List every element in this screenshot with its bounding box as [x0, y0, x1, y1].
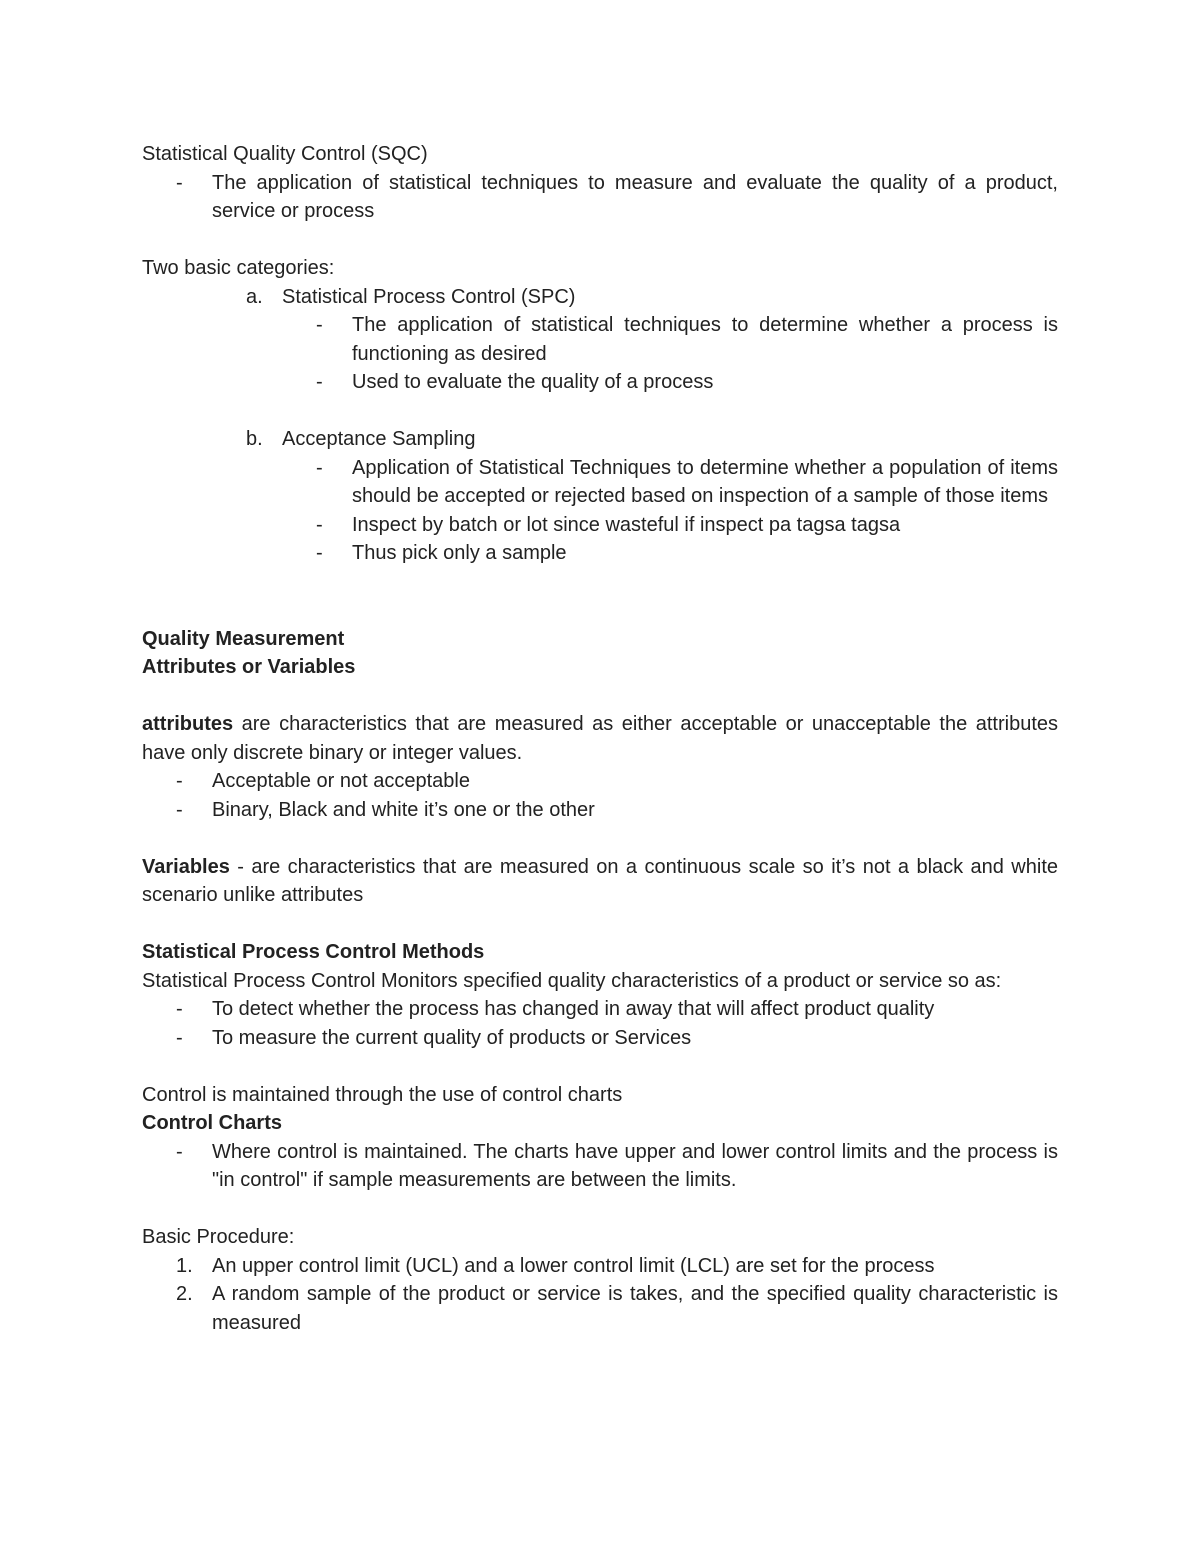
bullet-dash: - — [316, 314, 323, 336]
list-item-text: Binary, Black and white it’s one or the other — [212, 798, 595, 821]
list-item-text: Acceptable or not acceptable — [212, 770, 470, 792]
list-item-text: Thus pick only a sample — [352, 542, 567, 564]
bullet-dash: - — [176, 798, 183, 821]
list-item — [142, 311, 1058, 368]
category-a — [142, 283, 1058, 312]
bullet-dash: - — [176, 1140, 183, 1163]
section-heading: Statistical Process Control Methods — [142, 941, 485, 963]
definition: - are characteristics that are measured on a continuous scale so it’s not a black and white scenario unlike attributes — [142, 855, 1058, 906]
category-title: Acceptance Sampling — [282, 428, 476, 450]
definition: are characteristics that are measured as either acceptable or unacceptable the attributes have only discrete binary or integer values. — [142, 713, 1058, 764]
variables-paragraph — [142, 853, 1058, 910]
list-item-text: Used to evaluate the quality of a process — [352, 371, 714, 393]
list-marker: b. — [246, 428, 263, 450]
category-b — [142, 425, 1058, 454]
list-item — [142, 767, 1058, 796]
document-page — [142, 140, 1058, 1337]
list-item-text: Where control is maintained. The charts have upper and lower control limits and the process is "in control" if sample measurements are between the limits. — [212, 1140, 1058, 1191]
list-item-text: Inspect by batch or lot since wasteful if inspect pa tagsa tagsa — [352, 513, 901, 536]
list-item — [142, 169, 1058, 226]
list-item-text: To detect whether the process has changed in away that will affect product quality — [212, 998, 935, 1020]
list-marker: a. — [246, 285, 263, 308]
bullet-dash: - — [316, 513, 323, 536]
list-marker: 2. — [176, 1283, 193, 1305]
bullet-dash: - — [176, 171, 183, 194]
section-heading: Quality Measurement — [142, 627, 345, 650]
list-item-text: An upper control limit (UCL) and a lower control limit (LCL) are set for the process — [212, 1254, 935, 1277]
category-title: Statistical Process Control (SPC) — [282, 285, 576, 308]
bullet-dash: - — [176, 998, 183, 1020]
list-item — [142, 368, 1058, 397]
list-item — [142, 796, 1058, 825]
list-item — [142, 1024, 1058, 1053]
spc-intro: Statistical Process Control Monitors specified quality characteristics of a product or service so as: — [142, 969, 1002, 992]
list-item — [142, 995, 1058, 1024]
bullet-dash: - — [316, 456, 323, 479]
list-item — [142, 511, 1058, 540]
list-marker: 1. — [176, 1254, 193, 1277]
control-intro: Control is maintained through the use of control charts — [142, 1083, 623, 1106]
bullet-dash: - — [316, 371, 323, 393]
list-item — [142, 539, 1058, 568]
attributes-paragraph — [142, 710, 1058, 767]
numbered-item — [142, 1280, 1058, 1337]
bullet-dash: - — [316, 542, 323, 564]
list-item-text: Application of Statistical Techniques to determine whether a population of items should be accepted or rejected based on inspection of a sample of those items — [352, 456, 1058, 507]
section-subheading: Attributes or Variables — [142, 656, 356, 678]
bullet-dash: - — [176, 1026, 183, 1049]
section-heading: Control Charts — [142, 1112, 282, 1134]
list-item-text: A random sample of the product or service is takes, and the specified quality characteristic is measured — [212, 1283, 1058, 1334]
list-item-text: To measure the current quality of products or Services — [212, 1026, 692, 1049]
categories-intro: Two basic categories: — [142, 257, 335, 279]
term: attributes — [142, 713, 234, 735]
numbered-item — [142, 1252, 1058, 1281]
list-item-text: The application of statistical techniques to measure and evaluate the quality of a product, service or process — [212, 171, 1058, 222]
procedure-heading: Basic Procedure: — [142, 1226, 295, 1248]
list-item — [142, 1138, 1058, 1195]
list-item — [142, 454, 1058, 511]
list-item-text: The application of statistical techniques to determine whether a process is functioning as desired — [352, 314, 1058, 365]
bullet-dash: - — [176, 770, 183, 792]
term: Variables — [142, 855, 230, 878]
sqc-heading: Statistical Quality Control (SQC) — [142, 143, 428, 165]
